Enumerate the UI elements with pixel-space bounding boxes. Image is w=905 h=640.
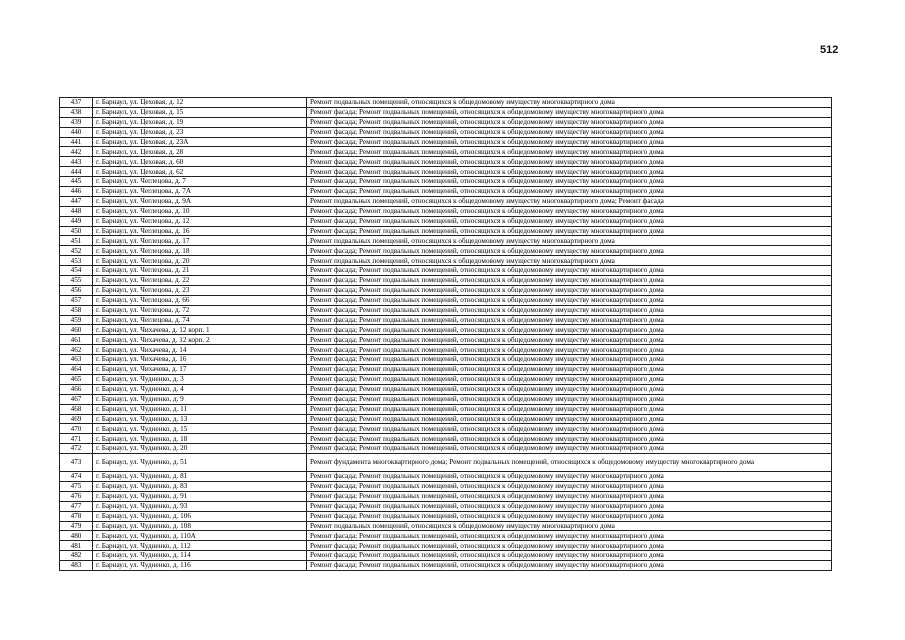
works-cell: Ремонт фасада; Ремонт подвальных помещений, относящихся к общедомовому имуществу многоквартирного дома: [307, 384, 832, 394]
address-cell: г. Барнаул, ул. Чудненко, д. 4: [93, 384, 307, 394]
works-cell: Ремонт фасада; Ремонт подвальных помещений, относящихся к общедомовому имуществу многоквартирного дома: [307, 501, 832, 511]
table-row: [60, 305, 832, 315]
row-number-cell: 480: [60, 531, 93, 541]
table-row: [60, 226, 832, 236]
table-row: [60, 216, 832, 226]
works-cell: Ремонт фасада; Ремонт подвальных помещений, относящихся к общедомовому имуществу многоквартирного дома: [307, 216, 832, 226]
works-cell: Ремонт фасада; Ремонт подвальных помещений, относящихся к общедомовому имуществу многоквартирного дома: [307, 305, 832, 315]
housing-repair-table: [59, 97, 832, 571]
table-row: [60, 521, 832, 531]
row-number-cell: 481: [60, 541, 93, 551]
works-cell: Ремонт фасада; Ремонт подвальных помещений, относящихся к общедомовому имуществу многоквартирного дома: [307, 424, 832, 434]
row-number-cell: 443: [60, 157, 93, 167]
table-row: [60, 551, 832, 561]
table-row: [60, 472, 832, 482]
table-row: [60, 374, 832, 384]
works-cell: Ремонт фасада; Ремонт подвальных помещений, относящихся к общедомовому имуществу многоквартирного дома: [307, 137, 832, 147]
address-cell: г. Барнаул, ул. Чудненко, д. 15: [93, 424, 307, 434]
table-row: [60, 256, 832, 266]
address-cell: г. Барнаул, ул. Чудненко, д. 51: [93, 454, 307, 472]
address-cell: г. Барнаул, ул. Чеглецова, д. 17: [93, 236, 307, 246]
address-cell: г. Барнаул, ул. Чудненко, д. 108: [93, 521, 307, 531]
table-row: [60, 384, 832, 394]
row-number-cell: 461: [60, 335, 93, 345]
row-number-cell: 483: [60, 561, 93, 571]
works-cell: Ремонт фасада; Ремонт подвальных помещений, относящихся к общедомовому имуществу многоквартирного дома: [307, 365, 832, 375]
table-row: [60, 167, 832, 177]
address-cell: г. Барнаул, ул. Чеглецова, д. 12: [93, 216, 307, 226]
address-cell: г. Барнаул, ул. Чихачева, д. 12 корп. 2: [93, 335, 307, 345]
row-number-cell: 453: [60, 256, 93, 266]
row-number-cell: 449: [60, 216, 93, 226]
works-cell: Ремонт фасада; Ремонт подвальных помещений, относящихся к общедомовому имуществу многоквартирного дома: [307, 355, 832, 365]
address-cell: г. Барнаул, ул. Цеховая, д. 12: [93, 98, 307, 108]
row-number-cell: 456: [60, 285, 93, 295]
works-cell: Ремонт фасада; Ремонт подвальных помещений, относящихся к общедомовому имуществу многоквартирного дома: [307, 117, 832, 127]
address-cell: г. Барнаул, ул. Чудненко, д. 116: [93, 561, 307, 571]
address-cell: г. Барнаул, ул. Чихачева, д. 16: [93, 355, 307, 365]
table-row: [60, 325, 832, 335]
works-cell: Ремонт фундамента многоквартирного дома; Ремонт подвальных помещений, относящихся к общедомовому имуществу многоквартирного дома: [307, 454, 832, 472]
table-row: [60, 147, 832, 157]
row-number-cell: 470: [60, 424, 93, 434]
row-number-cell: 471: [60, 434, 93, 444]
address-cell: г. Барнаул, ул. Чеглецова, д. 9А: [93, 196, 307, 206]
row-number-cell: 463: [60, 355, 93, 365]
row-number-cell: 448: [60, 206, 93, 216]
works-cell: Ремонт фасада; Ремонт подвальных помещений, относящихся к общедомовому имуществу многоквартирного дома: [307, 177, 832, 187]
row-number-cell: 473: [60, 454, 93, 472]
works-cell: Ремонт фасада; Ремонт подвальных помещений, относящихся к общедомовому имуществу многоквартирного дома: [307, 444, 832, 454]
address-cell: г. Барнаул, ул. Чудненко, д. 91: [93, 491, 307, 501]
table-row: [60, 541, 832, 551]
works-cell: Ремонт подвальных помещений, относящихся к общедомовому имуществу многоквартирного дома: [307, 521, 832, 531]
table-row: [60, 187, 832, 197]
table-row: [60, 236, 832, 246]
address-cell: г. Барнаул, ул. Чеглецова, д. 22: [93, 276, 307, 286]
row-number-cell: 446: [60, 187, 93, 197]
address-cell: г. Барнаул, ул. Цеховая, д. 28: [93, 147, 307, 157]
table-row: [60, 206, 832, 216]
works-cell: Ремонт фасада; Ремонт подвальных помещений, относящихся к общедомовому имуществу многоквартирного дома: [307, 481, 832, 491]
row-number-cell: 460: [60, 325, 93, 335]
address-cell: г. Барнаул, ул. Чудненко, д. 3: [93, 374, 307, 384]
row-number-cell: 478: [60, 511, 93, 521]
table-row: [60, 491, 832, 501]
address-cell: г. Барнаул, ул. Чеглецова, д. 7А: [93, 187, 307, 197]
address-cell: г. Барнаул, ул. Цеховая, д. 23А: [93, 137, 307, 147]
table-row: [60, 355, 832, 365]
works-cell: Ремонт фасада; Ремонт подвальных помещений, относящихся к общедомовому имуществу многоквартирного дома: [307, 404, 832, 414]
row-number-cell: 465: [60, 374, 93, 384]
address-cell: г. Барнаул, ул. Чеглецова, д. 23: [93, 285, 307, 295]
address-cell: г. Барнаул, ул. Цеховая, д. 62: [93, 167, 307, 177]
address-cell: г. Барнаул, ул. Чихачева, д. 17: [93, 365, 307, 375]
row-number-cell: 459: [60, 315, 93, 325]
table-row: [60, 177, 832, 187]
works-cell: Ремонт фасада; Ремонт подвальных помещений, относящихся к общедомовому имуществу многоквартирного дома: [307, 325, 832, 335]
address-cell: г. Барнаул, ул. Чудненко, д. 106: [93, 511, 307, 521]
row-number-cell: 439: [60, 117, 93, 127]
table-row: [60, 315, 832, 325]
address-cell: г. Барнаул, ул. Чудненко, д. 20: [93, 444, 307, 454]
works-cell: Ремонт фасада; Ремонт подвальных помещений, относящихся к общедомовому имуществу многоквартирного дома: [307, 472, 832, 482]
row-number-cell: 454: [60, 266, 93, 276]
works-cell: Ремонт фасада; Ремонт подвальных помещений, относящихся к общедомовому имуществу многоквартирного дома: [307, 187, 832, 197]
row-number-cell: 482: [60, 551, 93, 561]
works-cell: Ремонт фасада; Ремонт подвальных помещений, относящихся к общедомовому имуществу многоквартирного дома: [307, 206, 832, 216]
table-row: [60, 454, 832, 472]
address-cell: г. Барнаул, ул. Чудненко, д. 112: [93, 541, 307, 551]
works-cell: Ремонт фасада; Ремонт подвальных помещений, относящихся к общедомовому имуществу многоквартирного дома: [307, 295, 832, 305]
works-cell: Ремонт фасада; Ремонт подвальных помещений, относящихся к общедомовому имуществу многоквартирного дома: [307, 335, 832, 345]
works-cell: Ремонт фасада; Ремонт подвальных помещений, относящихся к общедомовому имуществу многоквартирного дома: [307, 561, 832, 571]
table-row: [60, 394, 832, 404]
row-number-cell: 444: [60, 167, 93, 177]
address-cell: г. Барнаул, ул. Чудненко, д. 81: [93, 472, 307, 482]
table-row: [60, 561, 832, 571]
works-cell: Ремонт фасада; Ремонт подвальных помещений, относящихся к общедомовому имуществу многоквартирного дома: [307, 531, 832, 541]
address-cell: г. Барнаул, ул. Чеглецова, д. 10: [93, 206, 307, 216]
page-number: 512: [820, 44, 839, 56]
works-cell: Ремонт фасада; Ремонт подвальных помещений, относящихся к общедомовому имуществу многоквартирного дома: [307, 394, 832, 404]
row-number-cell: 441: [60, 137, 93, 147]
address-cell: г. Барнаул, ул. Чеглецова, д. 20: [93, 256, 307, 266]
row-number-cell: 472: [60, 444, 93, 454]
address-cell: г. Барнаул, ул. Чудненко, д. 83: [93, 481, 307, 491]
works-cell: Ремонт фасада; Ремонт подвальных помещений, относящихся к общедомовому имуществу многоквартирного дома: [307, 246, 832, 256]
row-number-cell: 476: [60, 491, 93, 501]
table-row: [60, 127, 832, 137]
works-cell: Ремонт фасада; Ремонт подвальных помещений, относящихся к общедомовому имуществу многоквартирного дома: [307, 285, 832, 295]
row-number-cell: 452: [60, 246, 93, 256]
works-cell: Ремонт подвальных помещений, относящихся к общедомовому имуществу многоквартирного дома: [307, 236, 832, 246]
address-cell: г. Барнаул, ул. Чудненко, д. 9: [93, 394, 307, 404]
table-row: [60, 276, 832, 286]
address-cell: г. Барнаул, ул. Цеховая, д. 60: [93, 157, 307, 167]
row-number-cell: 467: [60, 394, 93, 404]
works-cell: Ремонт фасада; Ремонт подвальных помещений, относящихся к общедомовому имуществу многоквартирного дома: [307, 266, 832, 276]
works-cell: Ремонт фасада; Ремонт подвальных помещений, относящихся к общедомовому имуществу многоквартирного дома: [307, 491, 832, 501]
table-row: [60, 335, 832, 345]
row-number-cell: 438: [60, 107, 93, 117]
address-cell: г. Барнаул, ул. Чеглецова, д. 72: [93, 305, 307, 315]
row-number-cell: 450: [60, 226, 93, 236]
row-number-cell: 442: [60, 147, 93, 157]
address-cell: г. Барнаул, ул. Цеховая, д. 19: [93, 117, 307, 127]
row-number-cell: 440: [60, 127, 93, 137]
row-number-cell: 468: [60, 404, 93, 414]
row-number-cell: 458: [60, 305, 93, 315]
row-number-cell: 462: [60, 345, 93, 355]
address-cell: г. Барнаул, ул. Чихачева, д. 12 корп. 1: [93, 325, 307, 335]
table-row: [60, 98, 832, 108]
row-number-cell: 464: [60, 365, 93, 375]
table-row: [60, 117, 832, 127]
works-cell: Ремонт фасада; Ремонт подвальных помещений, относящихся к общедомовому имуществу многоквартирного дома: [307, 434, 832, 444]
row-number-cell: 475: [60, 481, 93, 491]
table-row: [60, 246, 832, 256]
works-cell: Ремонт фасада; Ремонт подвальных помещений, относящихся к общедомовому имуществу многоквартирного дома: [307, 107, 832, 117]
table-row: [60, 345, 832, 355]
address-cell: г. Барнаул, ул. Чудненко, д. 114: [93, 551, 307, 561]
works-cell: Ремонт фасада; Ремонт подвальных помещений, относящихся к общедомовому имуществу многоквартирного дома: [307, 167, 832, 177]
address-cell: г. Барнаул, ул. Цеховая, д. 15: [93, 107, 307, 117]
address-cell: г. Барнаул, ул. Чихачева, д. 14: [93, 345, 307, 355]
table-row: [60, 424, 832, 434]
row-number-cell: 466: [60, 384, 93, 394]
address-cell: г. Барнаул, ул. Цеховая, д. 23: [93, 127, 307, 137]
works-cell: Ремонт фасада; Ремонт подвальных помещений, относящихся к общедомовому имуществу многоквартирного дома: [307, 541, 832, 551]
table-row: [60, 107, 832, 117]
address-cell: г. Барнаул, ул. Чудненко, д. 110А: [93, 531, 307, 541]
works-cell: Ремонт фасада; Ремонт подвальных помещений, относящихся к общедомовому имуществу многоквартирного дома: [307, 276, 832, 286]
works-cell: Ремонт фасада; Ремонт подвальных помещений, относящихся к общедомовому имуществу многоквартирного дома: [307, 157, 832, 167]
works-cell: Ремонт фасада; Ремонт подвальных помещений, относящихся к общедомовому имуществу многоквартирного дома: [307, 414, 832, 424]
works-cell: Ремонт фасада; Ремонт подвальных помещений, относящихся к общедомовому имуществу многоквартирного дома: [307, 511, 832, 521]
address-cell: г. Барнаул, ул. Чеглецова, д. 66: [93, 295, 307, 305]
address-cell: г. Барнаул, ул. Чудненко, д. 11: [93, 404, 307, 414]
address-cell: г. Барнаул, ул. Чеглецова, д. 16: [93, 226, 307, 236]
works-cell: Ремонт фасада; Ремонт подвальных помещений, относящихся к общедомовому имуществу многоквартирного дома: [307, 147, 832, 157]
row-number-cell: 474: [60, 472, 93, 482]
works-cell: Ремонт фасада; Ремонт подвальных помещений, относящихся к общедомовому имуществу многоквартирного дома: [307, 127, 832, 137]
row-number-cell: 437: [60, 98, 93, 108]
works-cell: Ремонт фасада; Ремонт подвальных помещений, относящихся к общедомовому имуществу многоквартирного дома: [307, 345, 832, 355]
address-cell: г. Барнаул, ул. Чудненко, д. 18: [93, 434, 307, 444]
table-row: [60, 157, 832, 167]
address-cell: г. Барнаул, ул. Чеглецова, д. 18: [93, 246, 307, 256]
table-row: [60, 295, 832, 305]
table-row: [60, 414, 832, 424]
works-cell: Ремонт фасада; Ремонт подвальных помещений, относящихся к общедомовому имуществу многоквартирного дома: [307, 315, 832, 325]
works-cell: Ремонт фасада; Ремонт подвальных помещений, относящихся к общедомовому имуществу многоквартирного дома: [307, 374, 832, 384]
address-cell: г. Барнаул, ул. Чеглецова, д. 74: [93, 315, 307, 325]
works-cell: Ремонт фасада; Ремонт подвальных помещений, относящихся к общедомовому имуществу многоквартирного дома: [307, 551, 832, 561]
table-row: [60, 511, 832, 521]
row-number-cell: 445: [60, 177, 93, 187]
table-row: [60, 444, 832, 454]
works-cell: Ремонт подвальных помещений, относящихся к общедомовому имуществу многоквартирного дома; Ремонт фасада: [307, 196, 832, 206]
row-number-cell: 477: [60, 501, 93, 511]
table-row: [60, 365, 832, 375]
address-cell: г. Барнаул, ул. Чудненко, д. 13: [93, 414, 307, 424]
table-row: [60, 266, 832, 276]
table-row: [60, 434, 832, 444]
row-number-cell: 479: [60, 521, 93, 531]
row-number-cell: 469: [60, 414, 93, 424]
address-cell: г. Барнаул, ул. Чудненко, д. 93: [93, 501, 307, 511]
address-cell: г. Барнаул, ул. Чеглецова, д. 7: [93, 177, 307, 187]
works-cell: Ремонт фасада; Ремонт подвальных помещений, относящихся к общедомовому имуществу многоквартирного дома: [307, 226, 832, 236]
row-number-cell: 457: [60, 295, 93, 305]
table-row: [60, 196, 832, 206]
table-row: [60, 501, 832, 511]
row-number-cell: 455: [60, 276, 93, 286]
table-row: [60, 404, 832, 414]
address-cell: г. Барнаул, ул. Чеглецова, д. 21: [93, 266, 307, 276]
works-cell: Ремонт подвальных помещений, относящихся к общедомовому имуществу многоквартирного дома: [307, 98, 832, 108]
row-number-cell: 451: [60, 236, 93, 246]
table-row: [60, 137, 832, 147]
works-cell: Ремонт подвальных помещений, относящихся к общедомовому имуществу многоквартирного дома: [307, 256, 832, 266]
row-number-cell: 447: [60, 196, 93, 206]
table-row: [60, 285, 832, 295]
table-row: [60, 481, 832, 491]
table-body: [60, 98, 832, 571]
table-row: [60, 531, 832, 541]
